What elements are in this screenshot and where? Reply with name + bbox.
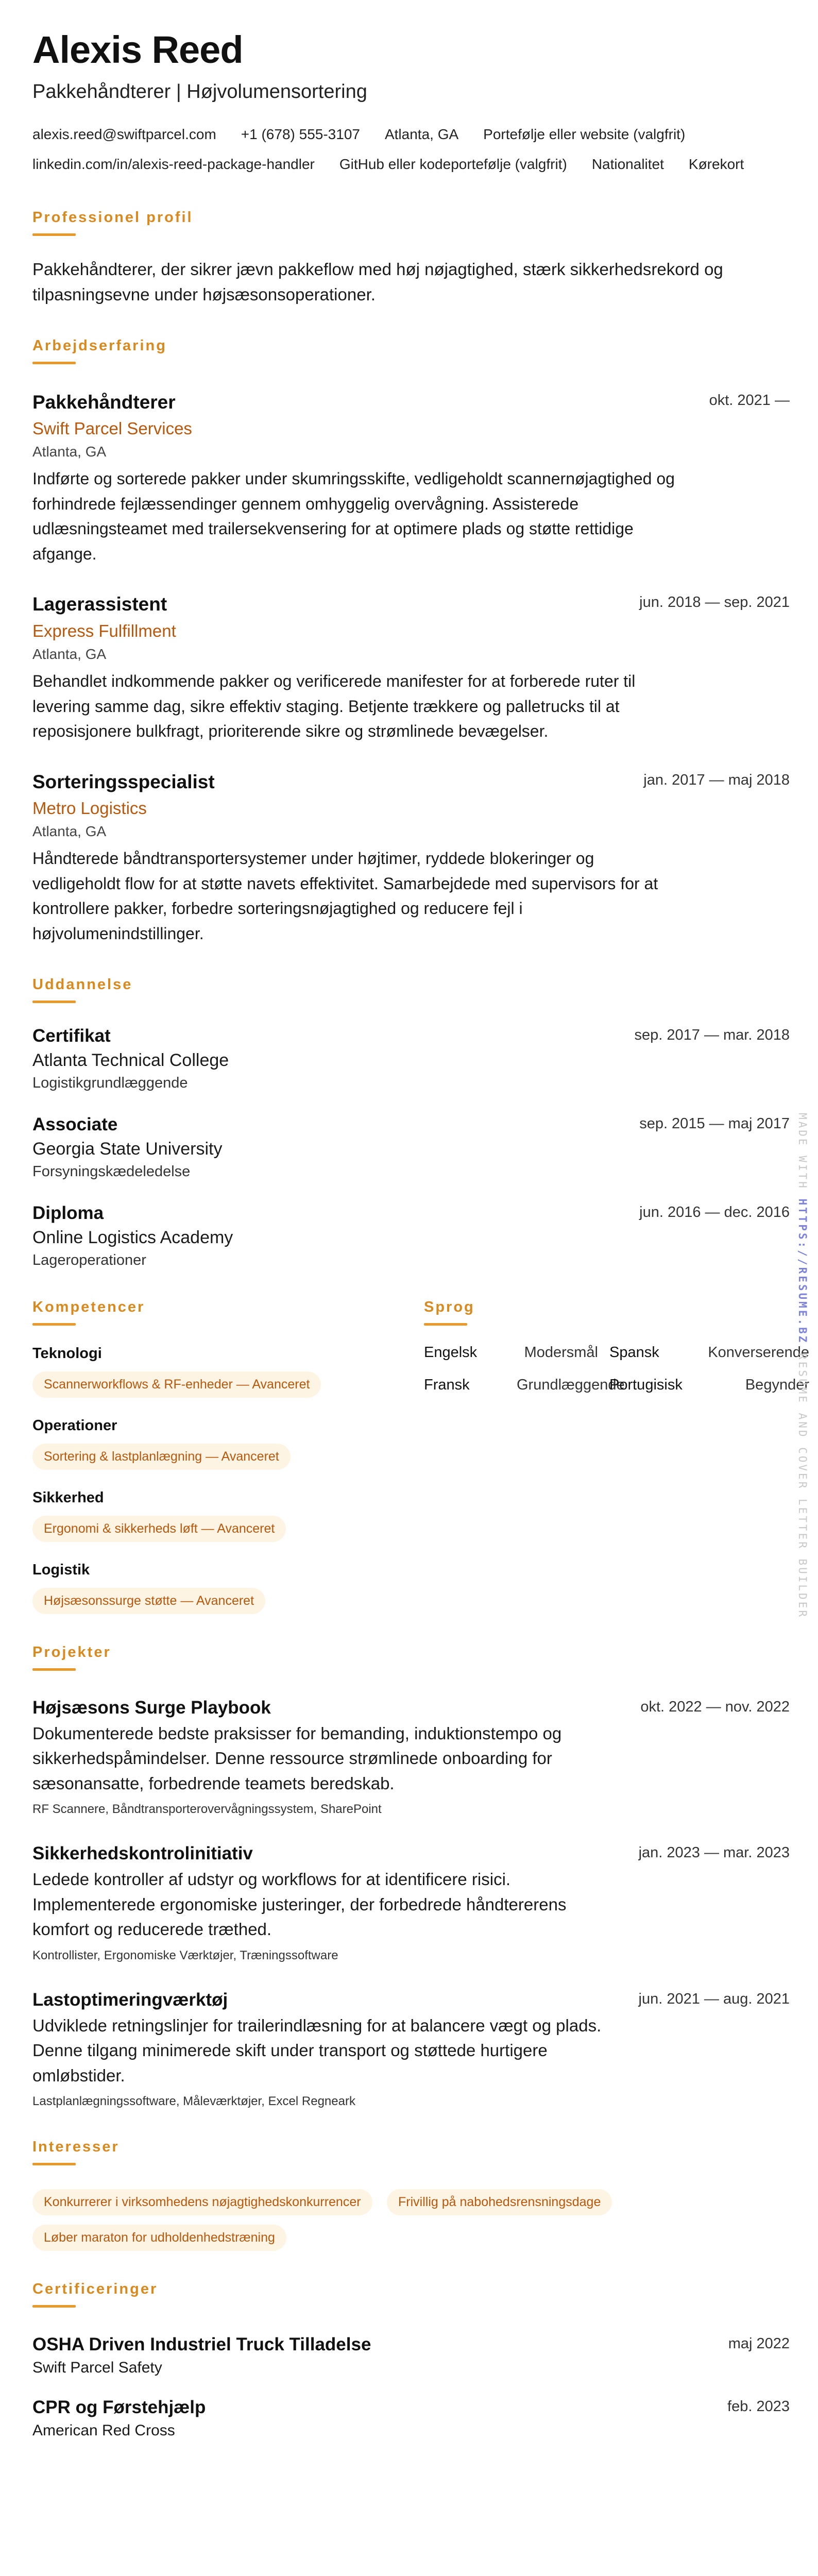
education-degree: Diploma [32,1202,104,1223]
education-area: Lageroperationer [32,1251,146,1268]
education-school: Georgia State University [32,1139,223,1159]
language-level: Begynder [745,1376,809,1393]
project-keywords: Lastplanlægningssoftware, Måleværktøjer, Excel Regneark [32,2094,355,2109]
experience-entry [32,771,790,946]
skill-group [32,1562,424,1614]
company-name: Swift Parcel Services [32,418,192,438]
candidate-name: Alexis Reed [32,28,243,71]
job-title: Sorteringsspecialist [32,771,215,792]
project-keywords: Kontrollister, Ergonomiske Værktøjer, Træningssoftware [32,1948,338,1962]
project-description: Udviklede retningslinjer for trailerindlæsning for at balancere vægt og plads. Denne tilgang minimerede skift under transport og støttede hurtigere omløbstider. [32,2015,602,2085]
project-entry [32,1843,790,1963]
job-title: Lagerassistent [32,594,167,615]
experience-section [32,338,790,946]
certification-entry [32,2397,790,2439]
section-rule [32,2305,76,2308]
section-rule [32,1323,76,1326]
interests-list [32,2180,754,2251]
interest-chip: Konkurrerer i virksomhedens nøjagtighedskonkurrencer [32,2189,372,2215]
education-area: Logistikgrundlæggende [32,1074,188,1091]
contact-location: Atlanta, GA [384,126,459,142]
skill-chip: Ergonomi & sikkerheds løft — Avanceret [32,1516,286,1542]
skills-section [32,1300,424,1614]
profile-heading: Professionel profil [32,209,193,226]
project-entry [32,1698,790,1817]
education-date: sep. 2017 — mar. 2018 [634,1026,790,1043]
contact-license: Kørekort [688,156,744,172]
skill-name: Operationer [32,1417,117,1434]
company-name: Metro Logistics [32,799,147,818]
skill-name: Logistik [32,1561,90,1578]
project-entry [32,1990,790,2109]
experience-date: okt. 2021 — [709,392,790,409]
language-name: Spansk [609,1344,659,1361]
skill-chip: Højsæsonssurge støtte — Avanceret [32,1588,265,1614]
project-title: Lastoptimeringværktøj [32,1989,228,2010]
watermark-prefix: MADE WITH [796,1113,809,1190]
watermark-suffix: RESUME AND COVER LETTER BUILDER [796,1353,809,1619]
experience-date: jun. 2018 — sep. 2021 [639,594,790,611]
education-entry [32,1203,790,1269]
profile-text: Pakkehåndterer, der sikrer jævn pakkeflow med høj nøjagtighed, stærk sikkerhedsrekord og tilpasningsevne under højsæsonsoperationer. [32,259,723,304]
education-school: Online Logistics Academy [32,1227,233,1247]
section-rule [32,362,76,364]
skill-name: Sikkerhed [32,1489,104,1506]
contact-portfolio[interactable]: Portefølje eller website (valgfrit) [483,126,686,142]
project-title: Sikkerhedskontrolinitiativ [32,1843,253,1864]
contact-email[interactable]: alexis.reed@swiftparcel.com [32,126,216,142]
skill-group [32,1345,424,1398]
projects-section [32,1645,790,2109]
project-title: Højsæsons Surge Playbook [32,1697,271,1718]
certification-issuer: American Red Cross [32,2422,175,2439]
education-entry [32,1026,790,1092]
education-school: Atlanta Technical College [32,1050,229,1070]
section-rule [32,2163,76,2165]
project-keywords: RF Scannere, Båndtransporterovervågningssystem, SharePoint [32,1802,382,1817]
project-description: Dokumenterede bedste praksisser for bemanding, induktionstempo og sikkerhedspåmindelser. Denne ressource strømlinede onboarding for sæsonansatte, forbedrende teamets beredskab. [32,1723,562,1793]
education-entry [32,1114,790,1180]
language-name: Engelsk [424,1344,478,1361]
job-location: Atlanta, GA [32,443,107,460]
interest-chip: Frivillig på nabohedsrensningsdage [387,2189,612,2215]
contact-phone[interactable]: +1 (678) 555-3107 [241,126,360,142]
certification-date: feb. 2023 [727,2398,790,2415]
contact-github[interactable]: GitHub eller kodeportefølje (valgfrit) [339,156,567,172]
language-level: Konverserende [708,1344,809,1361]
certification-title: OSHA Driven Industriel Truck Tilladelse [32,2334,371,2355]
skill-chip: Sortering & lastplanlægning — Avanceret [32,1444,291,1470]
project-description: Ledede kontroller af udstyr og workflows for at identificere risici. Implementerede ergonomiske justeringer, der forbedrede håndtererens komfort og reducerede træthed. [32,1870,567,1939]
section-rule [424,1323,467,1326]
experience-date: jan. 2017 — maj 2018 [643,771,790,788]
skills-heading: Kompetencer [32,1298,145,1315]
language-name: Fransk [424,1376,470,1393]
contact-nationality: Nationalitet [591,156,664,172]
education-degree: Certifikat [32,1025,111,1046]
contact-info [32,120,790,179]
education-date: sep. 2015 — maj 2017 [639,1115,790,1132]
languages-heading: Sprog [424,1298,475,1315]
skill-name: Teknologi [32,1345,102,1362]
project-date: okt. 2022 — nov. 2022 [640,1698,790,1715]
interest-chip: Løber maraton for udholdenhedstræning [32,2225,286,2251]
experience-entry [32,593,790,743]
company-name: Express Fulfillment [32,621,176,640]
projects-heading: Projekter [32,1643,111,1660]
project-date: jan. 2023 — mar. 2023 [638,1844,790,1861]
project-date: jun. 2021 — aug. 2021 [638,1990,790,2007]
certification-title: CPR og Førstehjælp [32,2397,206,2418]
section-rule [32,1001,76,1003]
section-rule [32,1668,76,1671]
job-description: Indførte og sorterede pakker under skumringsskifte, vedligeholdt scannernøjagtighed og forhindrede fejlæssendinger gennem omhyggelig overvågning. Assisterede udlæsningsteamet med trailersekvensering for at optimere plads og støtte rettidige afgange. [32,469,675,563]
language-name: Portugisisk [609,1376,683,1393]
contact-linkedin[interactable]: linkedin.com/in/alexis-reed-package-handler [32,156,315,172]
education-heading: Uddannelse [32,976,133,993]
certification-entry [32,2334,790,2377]
language-level: Grundlæggende [517,1376,625,1393]
watermark-link[interactable]: HTTPS://RESUME.BZ [796,1198,809,1345]
skill-group [32,1417,424,1470]
education-degree: Associate [32,1114,118,1134]
job-location: Atlanta, GA [32,646,107,662]
language-level: Modersmål [524,1344,598,1361]
education-date: jun. 2016 — dec. 2016 [639,1204,790,1221]
skill-chip: Scannerworkflows & RF-enheder — Avanceret [32,1371,321,1398]
education-section [32,977,790,1269]
builder-watermark [796,1113,809,1619]
experience-heading: Arbejdserfaring [32,337,167,354]
job-location: Atlanta, GA [32,823,107,840]
education-area: Forsyningskædeledelse [32,1163,191,1180]
interests-heading: Interesser [32,2139,120,2156]
job-description: Behandlet indkommende pakker og verificerede manifester for at forberede ruter til levering samme dag, sikre effektiv staging. Betjente trækkere og palletrucks til at reposisjonere bulkfragt, prioriterende sikre og strømlinede bevægelser. [32,671,636,741]
profile-section [32,210,790,308]
job-description: Håndterede båndtransportersystemer under højtimer, ryddede blokeringer og vedligeholdt flow for at støtte navets effektivitet. Samarbejdede med supervisors for at kontrollere pakker, forbedre sorteringsnøjagtighed og reducere fejl i højvolumenindstillinger. [32,849,658,943]
resume-header [32,28,790,179]
job-title: Pakkehåndterer [32,391,176,413]
languages-list [424,1344,809,1394]
section-rule [32,233,76,236]
candidate-headline: Pakkehåndterer | Højvolumensortering [32,81,367,103]
certifications-section [32,2282,790,2439]
certification-issuer: Swift Parcel Safety [32,2359,162,2377]
experience-entry [32,391,790,567]
skill-group [32,1489,424,1542]
interests-section [32,2140,790,2251]
certification-date: maj 2022 [728,2335,790,2352]
certifications-heading: Certificeringer [32,2281,158,2298]
